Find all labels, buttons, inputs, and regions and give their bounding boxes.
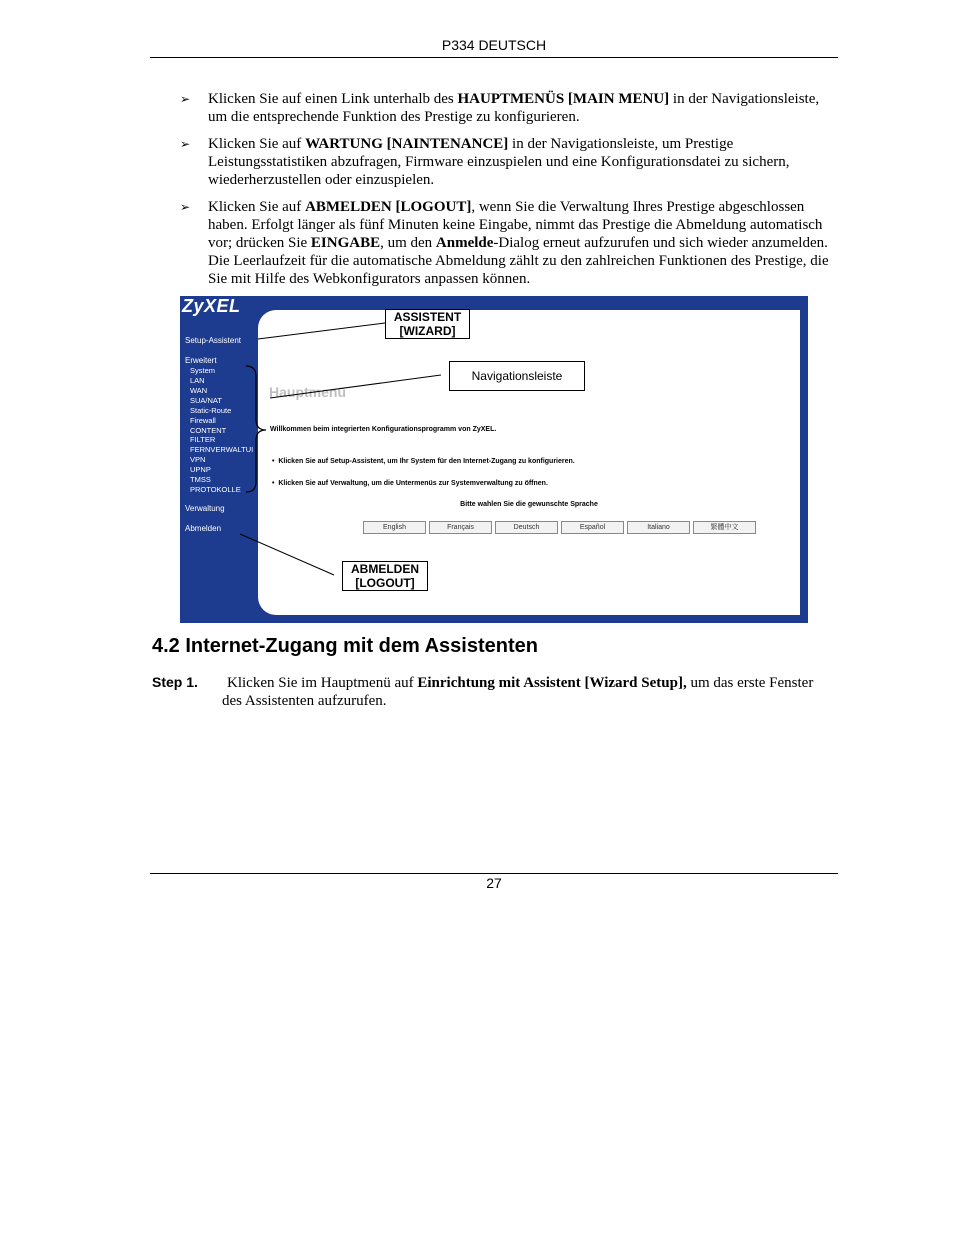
nav-protokolle[interactable]: PROTOKOLLE: [190, 485, 241, 494]
nav-wan[interactable]: WAN: [190, 386, 208, 395]
nav-filter[interactable]: FILTER: [190, 435, 216, 444]
navbar-callout: Navigationsleiste: [449, 361, 585, 391]
lang-button-deutsch[interactable]: Deutsch: [495, 521, 558, 534]
lang-button-english[interactable]: English: [363, 521, 426, 534]
welcome-text: Willkommen beim integrierten Konfigurationsprogramm von ZyXEL.: [270, 426, 497, 433]
nav-verwaltung[interactable]: Verwaltung: [185, 504, 225, 513]
arrow-bullet-icon: ➢: [180, 200, 191, 214]
nav-setup-assistent[interactable]: Setup-Assistent: [185, 336, 242, 345]
zyxel-logo: ZyXEL: [182, 296, 241, 316]
wizard-leader-line: [258, 323, 385, 339]
nav-vpn[interactable]: VPN: [190, 455, 206, 464]
lang-button-italiano[interactable]: Italiano: [627, 521, 690, 534]
logout-leader-line: [240, 534, 334, 575]
logout-callout: ABMELDEN [LOGOUT]: [342, 561, 428, 591]
navbar-brace: [246, 366, 266, 492]
lang-button-chinese[interactable]: 繁體中文: [693, 521, 756, 534]
nav-content[interactable]: CONTENT: [190, 426, 227, 435]
nav-fernverwaltung[interactable]: FERNVERWALTUI: [190, 445, 254, 454]
page-number: 27: [486, 875, 502, 891]
navbar-leader-line: [270, 375, 441, 398]
running-header: P334 DEUTSCH: [441, 37, 547, 53]
language-prompt: Bitte wahlen Sie die gewunschte Sprache: [460, 501, 598, 508]
lang-button-espanol[interactable]: Español: [561, 521, 624, 534]
step-label: Step 1.: [152, 674, 198, 690]
wizard-callout: ASSISTENT [WIZARD]: [385, 309, 470, 339]
nav-upnp[interactable]: UPNP: [190, 465, 211, 474]
arrow-bullet-icon: ➢: [180, 137, 191, 151]
nav-erweitert[interactable]: Erweitert: [185, 356, 217, 365]
main-menu-heading: Hauptmenü: [269, 384, 346, 400]
footer-rule: [150, 873, 838, 874]
list-item: • Klicken Sie auf Setup-Assistent, um Ihr System für den Internet-Zugang zu konfigurieren.: [272, 458, 575, 465]
lang-button-francais[interactable]: Français: [429, 521, 492, 534]
nav-system[interactable]: System: [190, 366, 216, 375]
nav-lan[interactable]: LAN: [190, 376, 205, 385]
list-item: ➢ Klicken Sie auf ABMELDEN [LOGOUT], wenn Sie die Verwaltung Ihres Prestige abgeschlossen haben. Erfolgt länger als fünf Minuten keine Eingabe, nimmt das Prestige die Abmeldung automatisch vor; drücken Sie EINGABE, um den Anmelde-Dialog erneut aufzurufen und sich wieder anzumelden. Die Leerlaufzeit für die automatische Abmeldung zählt zu den zahlreichen Funktionen des Prestige, die Sie mit Hilfe des Webkonfigurators anpassen können.: [180, 199, 829, 287]
list-item: ➢ Klicken Sie auf WARTUNG [NAINTENANCE] in der Navigationsleiste, um Prestige Leistungsstatistiken abzufragen, Firmware einzuspielen und eine Konfigurationsdatei zu sichern, wiederherzustellen oder einzuspielen.: [180, 136, 790, 188]
section-heading: 4.2 Internet-Zugang mit dem Assistenten: [152, 635, 538, 657]
list-item: ➢ Klicken Sie auf einen Link unterhalb des HAUPTMENÜS [MAIN MENU] in der Navigationsleiste, um die entsprechende Funktion des Prestige zu konfigurieren.: [180, 91, 820, 125]
list-item: • Klicken Sie auf Verwaltung, um die Untermenüs zur Systemverwaltung zu öffnen.: [272, 480, 548, 487]
nav-static-route[interactable]: Static-Route: [190, 406, 232, 415]
nav-sua-nat[interactable]: SUA/NAT: [190, 396, 222, 405]
step-text: Klicken Sie im Hauptmenü auf Einrichtung mit Assistent [Wizard Setup], um das erste Fenster des Assistenten aufzurufen.: [222, 675, 814, 709]
nav-abmelden[interactable]: Abmelden: [185, 524, 222, 533]
nav-firewall[interactable]: Firewall: [190, 416, 216, 425]
arrow-bullet-icon: ➢: [180, 92, 191, 106]
nav-tmss[interactable]: TMSS: [190, 475, 211, 484]
